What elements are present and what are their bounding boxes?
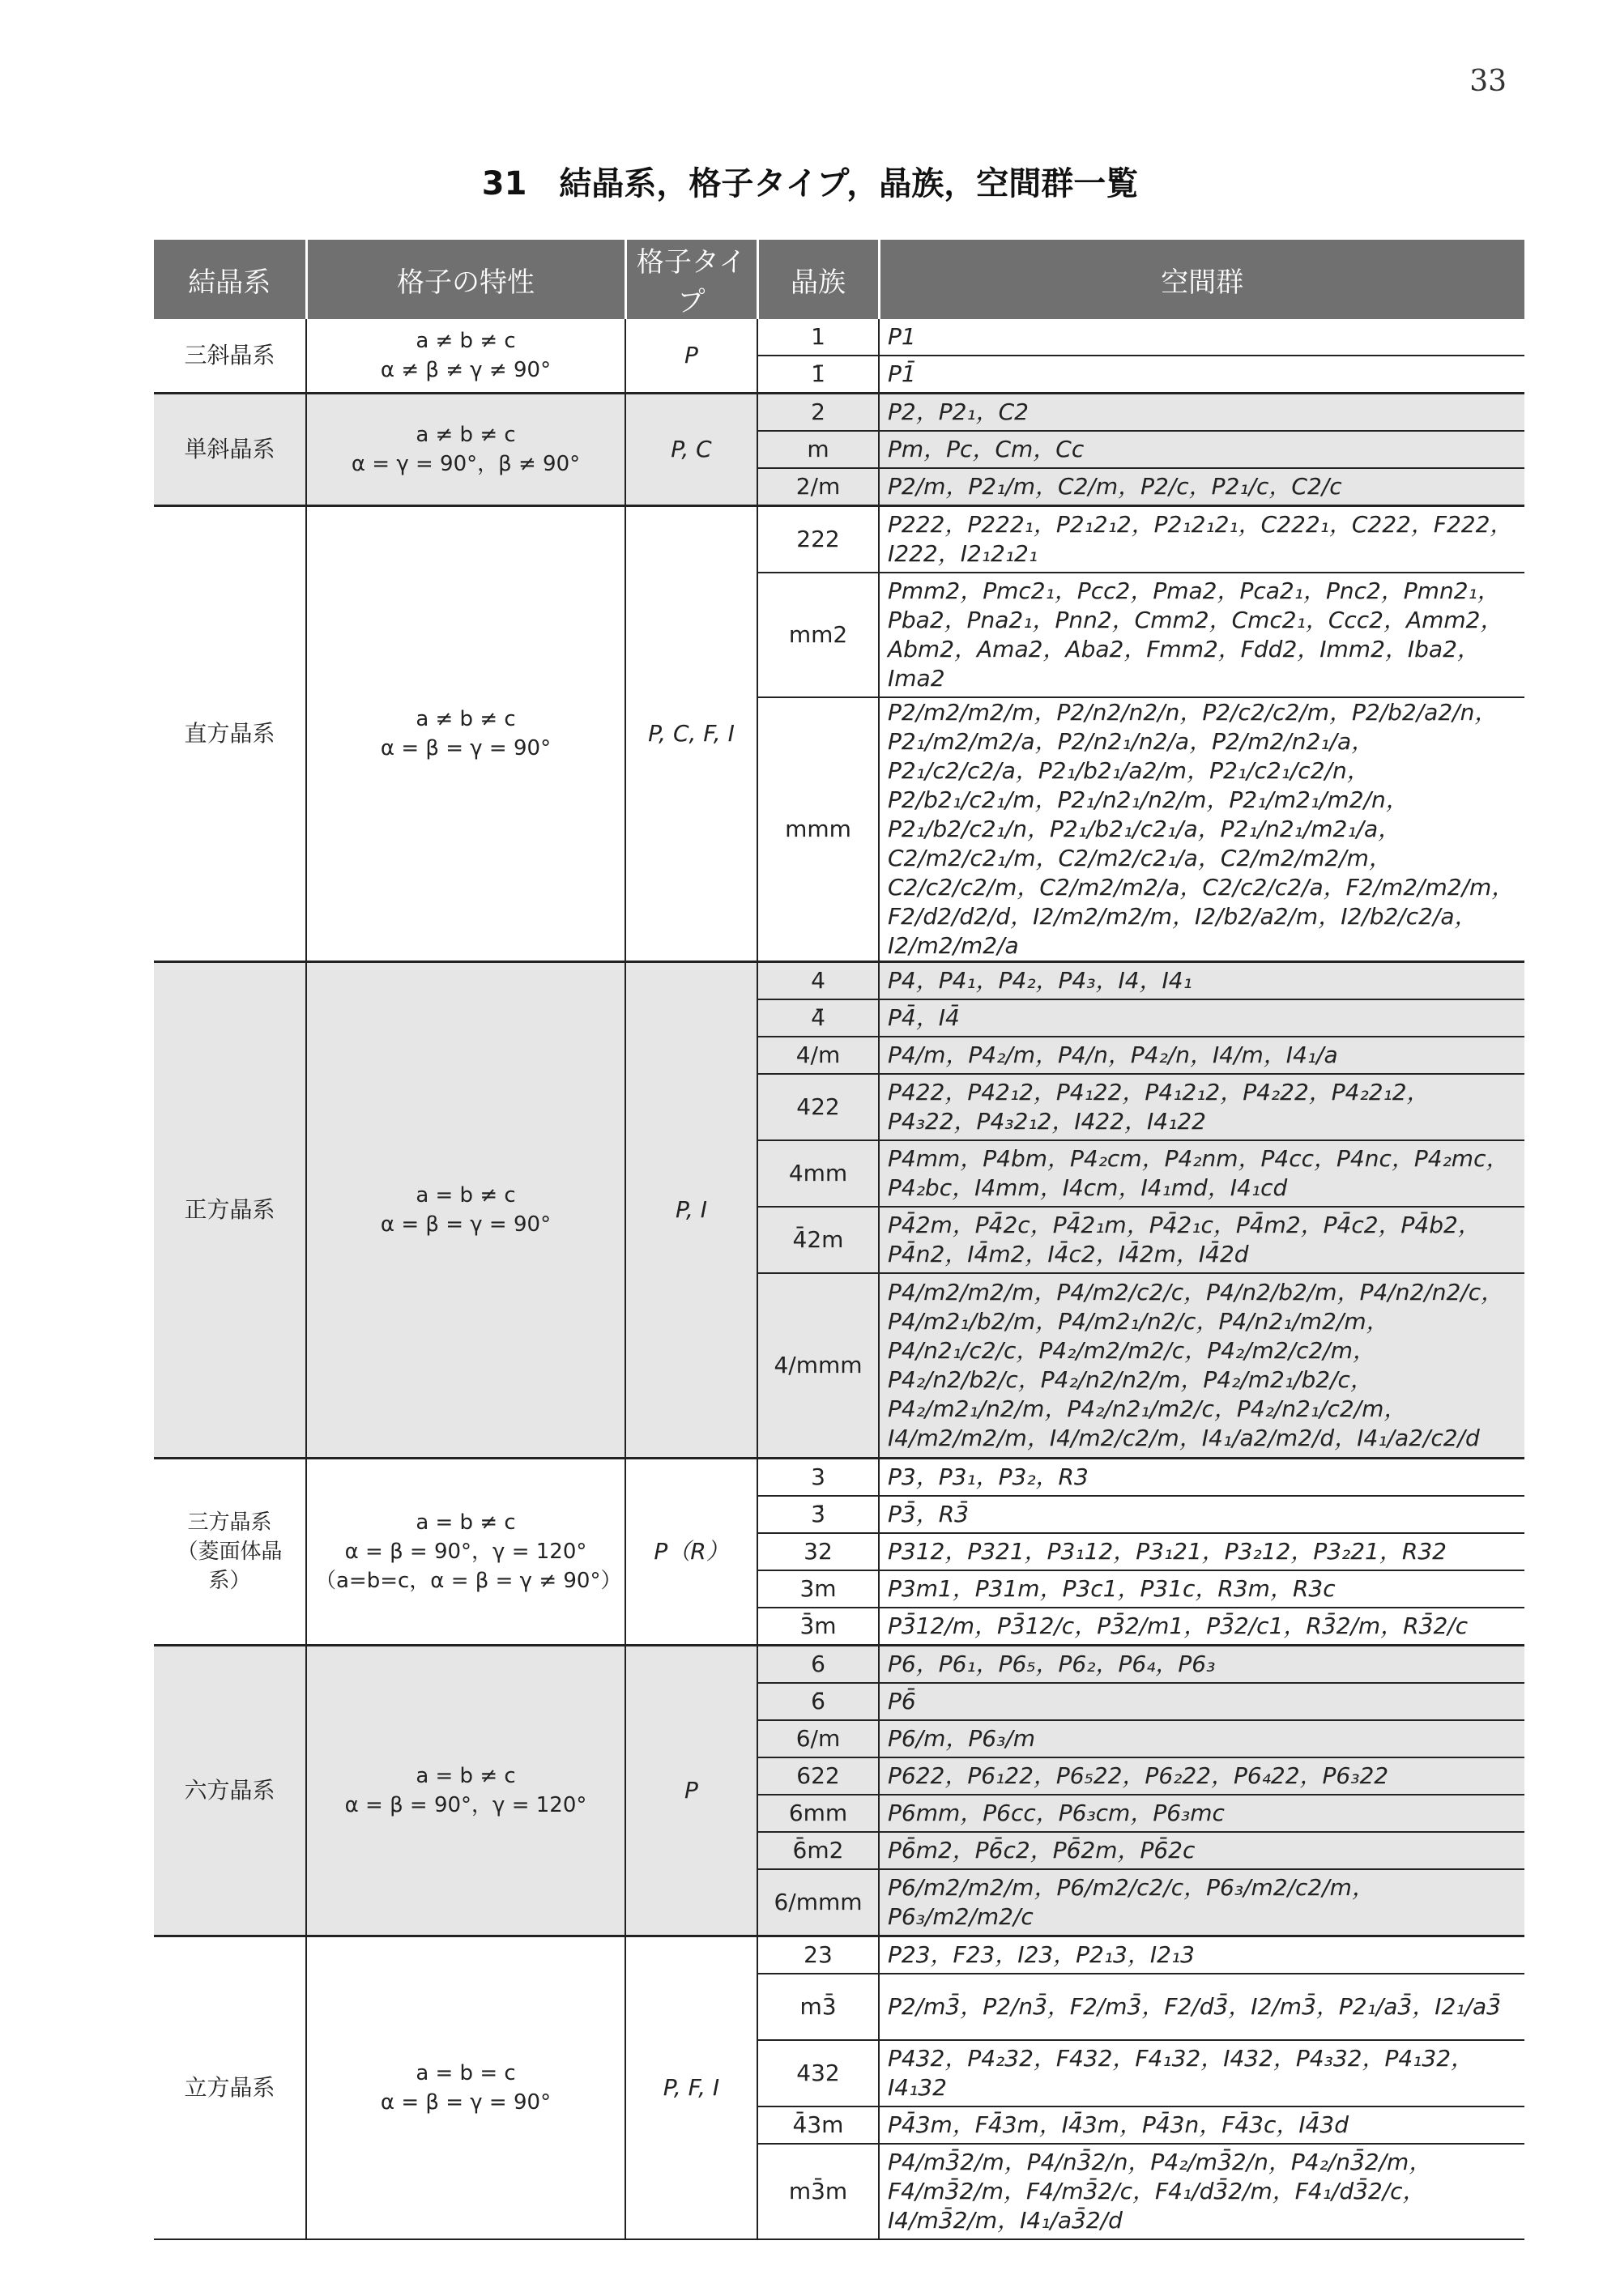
- space-groups-cell: P1̄: [879, 356, 1524, 394]
- table-row: [154, 1936, 1524, 1974]
- table-header-row: [154, 240, 1524, 319]
- crystal-class-cell: 622: [757, 1757, 879, 1795]
- space-groups-cell: P432，P4₂32，F432，F4₁32，I432，P4₃32，P4₁32，I4₁32: [879, 2040, 1524, 2106]
- crystal-class-cell: 422: [757, 1074, 879, 1140]
- rhombohedral-condition: （a=b=c，α = β = γ ≠ 90°）: [315, 1569, 622, 1593]
- crystal-system-cell: [154, 319, 306, 394]
- table-row: [154, 319, 1524, 356]
- space-groups-cell: P4/m3̄2/m，P4/n3̄2/n，P4₂/m3̄2/n，P4₂/n3̄2/m，F4/m3̄2/m，F4/m3̄2/c，F4₁/d3̄2/m，F4₁/d3̄2/c，I4/m3̄2/m，I4₁/a3̄2/d: [879, 2144, 1524, 2239]
- space-group-table: [154, 240, 1524, 2240]
- lattice-type-cell: P: [625, 1646, 757, 1936]
- lattice-properties-cell: [306, 962, 625, 1459]
- space-groups-cell: P6̄m2，P6̄c2，P6̄2m，P6̄2c: [879, 1832, 1524, 1869]
- lattice-axes: a = b ≠ c: [416, 1183, 516, 1208]
- lattice-properties-cell: [306, 1936, 625, 2240]
- lattice-axes: a = b ≠ c: [416, 1510, 516, 1535]
- space-groups-cell: P222，P222₁，P2₁2₁2，P2₁2₁2₁，C222₁，C222，F222，I222，I2₁2₁2₁: [879, 506, 1524, 573]
- crystal-class-cell: 1: [757, 319, 879, 356]
- lattice-type-cell: P, C: [625, 394, 757, 506]
- space-groups-cell: P4̄2m，P4̄2c，P4̄2₁m，P4̄2₁c，P4̄m2，P4̄c2，P4̄b2，P4̄n2，I4̄m2，I4̄c2，I4̄2m，I4̄2d: [879, 1207, 1524, 1273]
- page-number: 33: [1469, 65, 1507, 98]
- crystal-class-cell: 6/m: [757, 1720, 879, 1757]
- crystal-system-name: 六方晶系: [184, 1777, 275, 1804]
- table-row: [154, 1646, 1524, 1684]
- table-row: [154, 1459, 1524, 1497]
- crystal-class-cell: 3m: [757, 1570, 879, 1608]
- crystal-system-cell: [154, 962, 306, 1459]
- crystal-class-cell: 3̄m: [757, 1608, 879, 1646]
- crystal-system-alt-name: （菱面体晶系）: [177, 1540, 283, 1593]
- crystal-system-cell: [154, 506, 306, 962]
- space-groups-cell: P1: [879, 319, 1524, 356]
- lattice-type-cell: P, C, F, I: [625, 506, 757, 962]
- crystal-system-name: 正方晶系: [184, 1196, 275, 1223]
- space-groups-cell: P23，F23，I23，P2₁3，I2₁3: [879, 1936, 1524, 1974]
- space-groups-cell: P2/m，P2₁/m，C2/m，P2/c，P2₁/c，C2/c: [879, 468, 1524, 506]
- table-row: [154, 962, 1524, 1000]
- crystal-class-cell: 4: [757, 962, 879, 1000]
- header-lattice-properties: 格子の特性: [306, 240, 625, 319]
- crystal-class-cell: 6̄m2: [757, 1832, 879, 1869]
- crystal-class-cell: 4̄: [757, 999, 879, 1037]
- lattice-axes: a ≠ b ≠ c: [416, 707, 516, 731]
- lattice-axes: a ≠ b ≠ c: [416, 329, 516, 353]
- crystal-class-cell: m: [757, 431, 879, 468]
- header-lattice-type: 格子タイプ: [625, 240, 757, 319]
- space-groups-cell: P6/m2/m2/m，P6/m2/c2/c，P6₃/m2/c2/m，P6₃/m2/m2/c: [879, 1869, 1524, 1936]
- lattice-type-cell: P（R）: [625, 1459, 757, 1646]
- lattice-angles: α ≠ β ≠ γ ≠ 90°: [380, 358, 552, 382]
- header-crystal-class: 晶族: [757, 240, 879, 319]
- page-title: 31 結晶系，格子タイプ，晶族，空間群一覧: [481, 165, 1139, 202]
- crystal-system-name: 立方晶系: [184, 2074, 275, 2101]
- lattice-axes: a = b ≠ c: [416, 1764, 516, 1788]
- space-groups-cell: P312，P321，P3₁12，P3₁21，P3₂12，P3₂21，R32: [879, 1533, 1524, 1570]
- space-groups-cell: P6，P6₁，P6₅，P6₂，P6₄，P6₃: [879, 1646, 1524, 1684]
- crystal-class-cell: 3: [757, 1459, 879, 1497]
- crystal-system-name: 三方晶系: [187, 1510, 272, 1535]
- lattice-properties-cell: [306, 1459, 625, 1646]
- space-groups-cell: Pmm2，Pmc2₁，Pcc2，Pma2，Pca2₁，Pnc2，Pmn2₁，Pba2，Pna2₁，Pnn2，Cmm2，Cmc2₁，Ccc2，Amm2，Abm2，Ama2，Aba2，Fmm2，Fdd2，Imm2，Iba2，Ima2: [879, 573, 1524, 697]
- lattice-type-cell: P, I: [625, 962, 757, 1459]
- crystal-class-cell: mmm: [757, 697, 879, 962]
- crystal-class-cell: 4̄2m: [757, 1207, 879, 1273]
- header-space-groups: 空間群: [879, 240, 1524, 319]
- crystal-system-name: 直方晶系: [184, 720, 275, 747]
- space-groups-cell: P422，P42₁2，P4₁22，P4₁2₁2，P4₂22，P4₂2₁2，P4₃22，P4₃2₁2，I422，I4₁22: [879, 1074, 1524, 1140]
- crystal-class-cell: 4̄3m: [757, 2106, 879, 2144]
- crystal-class-cell: 6̄: [757, 1683, 879, 1720]
- table-row: [154, 394, 1524, 432]
- crystal-class-cell: 32: [757, 1533, 879, 1570]
- crystal-class-cell: 4/m: [757, 1037, 879, 1074]
- crystal-system-name: 単斜晶系: [184, 436, 275, 462]
- crystal-class-cell: 4/mmm: [757, 1273, 879, 1459]
- lattice-properties-cell: [306, 394, 625, 506]
- crystal-system-cell: [154, 1459, 306, 1646]
- space-groups-cell: P3̄，R3̄: [879, 1496, 1524, 1533]
- space-groups-cell: P4̄3m，F4̄3m，I4̄3m，P4̄3n，F4̄3c，I4̄3d: [879, 2106, 1524, 2144]
- lattice-properties-cell: [306, 1646, 625, 1936]
- crystal-system-cell: [154, 394, 306, 506]
- crystal-system-cell: [154, 1646, 306, 1936]
- space-groups-cell: P2/m3̄，P2/n3̄，F2/m3̄，F2/d3̄，I2/m3̄，P2₁/a3̄，I2₁/a3̄: [879, 1974, 1524, 2040]
- crystal-system-name: 三斜晶系: [184, 342, 275, 368]
- crystal-class-cell: 432: [757, 2040, 879, 2106]
- crystal-class-cell: 2: [757, 394, 879, 432]
- space-groups-cell: P3̄12/m，P3̄12/c，P3̄2/m1，P3̄2/c1，R3̄2/m，R3̄2/c: [879, 1608, 1524, 1646]
- space-groups-cell: P3，P3₁，P3₂，R3: [879, 1459, 1524, 1497]
- space-groups-cell: Pm，Pc，Cm，Cc: [879, 431, 1524, 468]
- space-groups-cell: P3m1，P31m，P3c1，P31c，R3m，R3c: [879, 1570, 1524, 1608]
- space-groups-cell: P4mm，P4bm，P4₂cm，P4₂nm，P4cc，P4nc，P4₂mc，P4₂bc，I4mm，I4cm，I4₁md，I4₁cd: [879, 1140, 1524, 1207]
- space-groups-cell: P4/m2/m2/m，P4/m2/c2/c，P4/n2/b2/m，P4/n2/n2/c，P4/m2₁/b2/m，P4/m2₁/n2/c，P4/n2₁/m2/m，P4/n2₁/c2/c，P4₂/m2/m2/c，P4₂/m2/c2/m，P4₂/n2/b2/c，P4₂/n2/n2/m，P4₂/m2₁/b2/c，P4₂/m2₁/n2/m，P4₂/n2₁/m2/c，P4₂/n2₁/c2/m，I4/m2/m2/m，I4/m2/c2/m，I4₁/a2/m2/d，I4₁/a2/c2/d: [879, 1273, 1524, 1459]
- lattice-axes: a ≠ b ≠ c: [416, 423, 516, 447]
- lattice-properties-cell: [306, 319, 625, 394]
- crystal-class-cell: mm2: [757, 573, 879, 697]
- space-groups-cell: P4，P4₁，P4₂，P4₃，I4，I4₁: [879, 962, 1524, 1000]
- space-groups-cell: P4/m，P4₂/m，P4/n，P4₂/n，I4/m，I4₁/a: [879, 1037, 1524, 1074]
- table-row: [154, 506, 1524, 573]
- lattice-properties-cell: [306, 506, 625, 962]
- space-groups-cell: P4̄，I4̄: [879, 999, 1524, 1037]
- lattice-angles: α = β = γ = 90°: [380, 2090, 552, 2115]
- crystal-class-cell: m3̄m: [757, 2144, 879, 2239]
- header-crystal-system: 結晶系: [154, 240, 306, 319]
- crystal-class-cell: 2/m: [757, 468, 879, 506]
- lattice-type-cell: P: [625, 319, 757, 394]
- lattice-axes: a = b = c: [416, 2061, 516, 2085]
- crystal-class-cell: 6mm: [757, 1795, 879, 1832]
- space-groups-cell: P6/m，P6₃/m: [879, 1720, 1524, 1757]
- lattice-angles: α = γ = 90°，β ≠ 90°: [351, 452, 581, 476]
- lattice-angles: α = β = γ = 90°: [380, 1212, 552, 1237]
- lattice-angles: α = β = γ = 90°: [380, 736, 552, 760]
- space-groups-cell: P6mm，P6cc，P6₃cm，P6₃mc: [879, 1795, 1524, 1832]
- crystal-class-cell: 222: [757, 506, 879, 573]
- crystal-class-cell: 6/mmm: [757, 1869, 879, 1936]
- space-groups-cell: P6̄: [879, 1683, 1524, 1720]
- crystal-class-cell: m3̄: [757, 1974, 879, 2040]
- lattice-angles: α = β = 90°，γ = 120°: [344, 1793, 587, 1817]
- space-groups-cell: P2/m2/m2/m，P2/n2/n2/n，P2/c2/c2/m，P2/b2/a2/n，P2₁/m2/m2/a，P2/n2₁/n2/a，P2/m2/n2₁/a，P2₁/c2/c2/a，P2₁/b2₁/a2/m，P2₁/c2₁/c2/n，P2/b2₁/c2₁/m，P2₁/n2₁/n2/m，P2₁/m2₁/m2/n，P2₁/b2/c2₁/n，P2₁/b2₁/c2₁/a，P2₁/n2₁/m2₁/a，C2/m2/c2₁/m，C2/m2/c2₁/a，C2/m2/m2/m，C2/c2/c2/m，C2/m2/m2/a，C2/c2/c2/a，F2/m2/m2/m，F2/d2/d2/d，I2/m2/m2/m，I2/b2/a2/m，I2/b2/c2/a，I2/m2/m2/a: [879, 697, 1524, 962]
- crystal-system-cell: [154, 1936, 306, 2240]
- crystal-class-cell: 4mm: [757, 1140, 879, 1207]
- crystal-class-cell: 6: [757, 1646, 879, 1684]
- lattice-angles: α = β = 90°，γ = 120°: [344, 1540, 587, 1564]
- lattice-type-cell: P, F, I: [625, 1936, 757, 2240]
- crystal-class-cell: 1̄: [757, 356, 879, 394]
- space-groups-cell: P622，P6₁22，P6₅22，P6₂22，P6₄22，P6₃22: [879, 1757, 1524, 1795]
- crystal-class-cell: 23: [757, 1936, 879, 1974]
- space-groups-cell: P2，P2₁，C2: [879, 394, 1524, 432]
- crystal-class-cell: 3̄: [757, 1496, 879, 1533]
